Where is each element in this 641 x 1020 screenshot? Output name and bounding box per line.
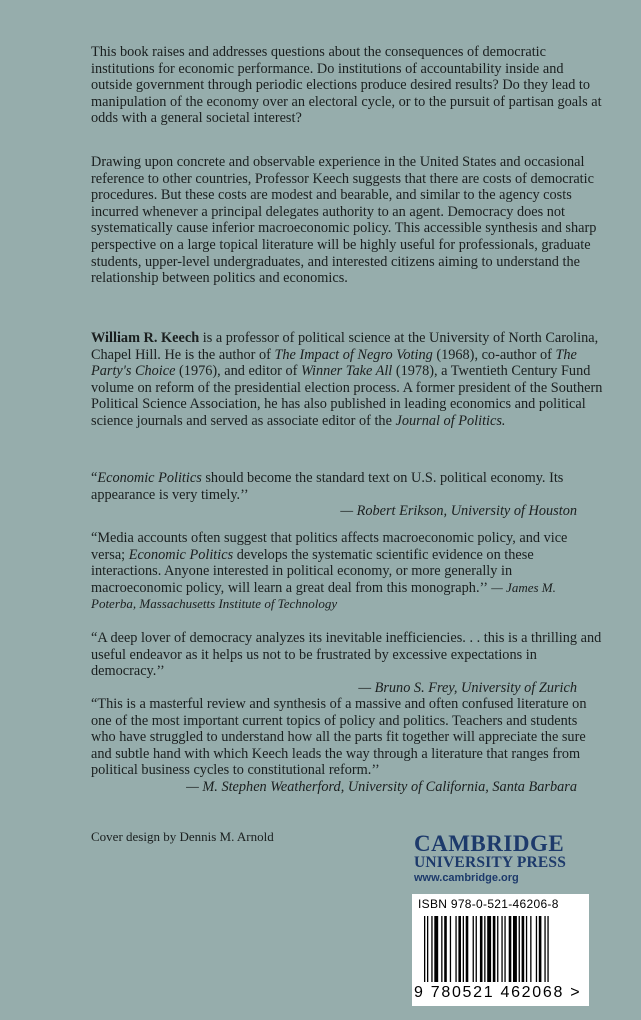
publisher-url: www.cambridge.org — [414, 872, 519, 884]
quote-open: “ — [91, 470, 98, 486]
bio-text-1: is a professor of political science at the University of North Carolina, Chapel Hill. He is the author of — [91, 330, 599, 363]
quote-attribution: — Bruno S. Frey, University of Zurich — [358, 679, 577, 696]
barcode-digits: 9 780521 462068 > — [414, 984, 582, 1001]
bio-text-4: (1978), a Twentieth Century Fund volume on reform of the presidential election process. A former president of the Southern Political Science Association, he has also published in leading economics and political science journals and served as associate editor of the — [91, 363, 603, 429]
bio-book-2: The Party's Choice — [91, 346, 577, 380]
quote-title: Economic Politics — [128, 546, 234, 563]
cover-credit: Cover design by Dennis M. Arnold — [91, 829, 274, 844]
quote-attribution: — Robert Erikson, University of Houston — [340, 503, 577, 520]
blurb-paragraph-2: Drawing upon concrete and observable experience in the United States and occasional reference to other countries, Professor Keech suggests that there are costs of democratic procedures. But these costs are modest and bearable, and similar to the agency costs incurred whenever a principal delegates authority to an agent. Democracy does not systematically cause inferior macroeconomic policy. This accessible synthesis and sharp perspective on a large topical literature will be highly useful for professionals, graduate students, upper-level undergraduates, and interested citizens aiming to understand the relationship between politics and economics. — [91, 154, 597, 287]
publisher-name: CAMBRIDGE — [414, 831, 565, 856]
bio-text-2: (1968), co-author of — [432, 346, 556, 363]
quote-text: “This is a masterful review and synthesis of a massive and often confused literature on one of the most important current topics of policy and politics. Teachers and students who have struggled to understand how all the parts fit together will appreciate the sure and subtle hand with which Keech leads the way through a literature that ranges from political business cycles to constitutional reform.’’ — [91, 696, 587, 779]
isbn-label: ISBN 978-0-521-46206-8 — [418, 897, 559, 911]
endorsement-4 — [91, 696, 603, 796]
publisher-logo — [414, 833, 584, 885]
barcode-bars — [424, 916, 580, 986]
bio-text-3: (1976), and editor of — [175, 363, 301, 380]
quote-text-a: “Media accounts often suggest that politics affects macroeconomic policy, and vice versa; — [91, 530, 568, 563]
author-bio — [91, 330, 603, 430]
quote-attribution: — James M. Poterba, Massachusetts Institute of Technology — [91, 579, 556, 612]
endorsement-3 — [91, 630, 603, 696]
bio-book-1: The Impact of Negro Voting — [274, 346, 433, 363]
bio-book-3: Winner Take All — [300, 363, 393, 380]
quote-title: Economic Politics — [97, 470, 202, 486]
endorsement-1 — [91, 470, 603, 520]
bio-journal: Journal of Politics. — [395, 412, 506, 429]
quote-attribution: — M. Stephen Weatherford, University of California, Santa Barbara — [186, 778, 577, 795]
author-name: William R. Keech — [91, 330, 200, 346]
endorsement-2 — [91, 530, 603, 613]
quote-text: “A deep lover of democracy analyzes its inevitable inefficiencies. . . this is a thrilling and useful endeavor as it helps us not to be frustrated by excessive expectations in democracy.’’ — [91, 630, 602, 680]
publisher-press: UNIVERSITY PRESS — [414, 854, 567, 871]
blurb-paragraph-1: This book raises and addresses questions about the consequences of democratic institutions for economic performance. Do institutions of accountability inside and outside government through periodic elections produce desired results? Do they lead to manipulation of the economy over an electoral cycle, or to the pursuit of partisan goals at odds with a general societal interest? — [91, 44, 602, 127]
quote-text-b: develops the systematic scientific evidence on these interactions. Anyone interested in political economy, or more generally in macroeconomic policy, will learn a great deal from this monograph.’’ — [91, 546, 534, 596]
quote-text: should become the standard text on U.S. political economy. Its appearance is very timely.’’ — [91, 470, 564, 503]
barcode — [412, 894, 589, 1006]
